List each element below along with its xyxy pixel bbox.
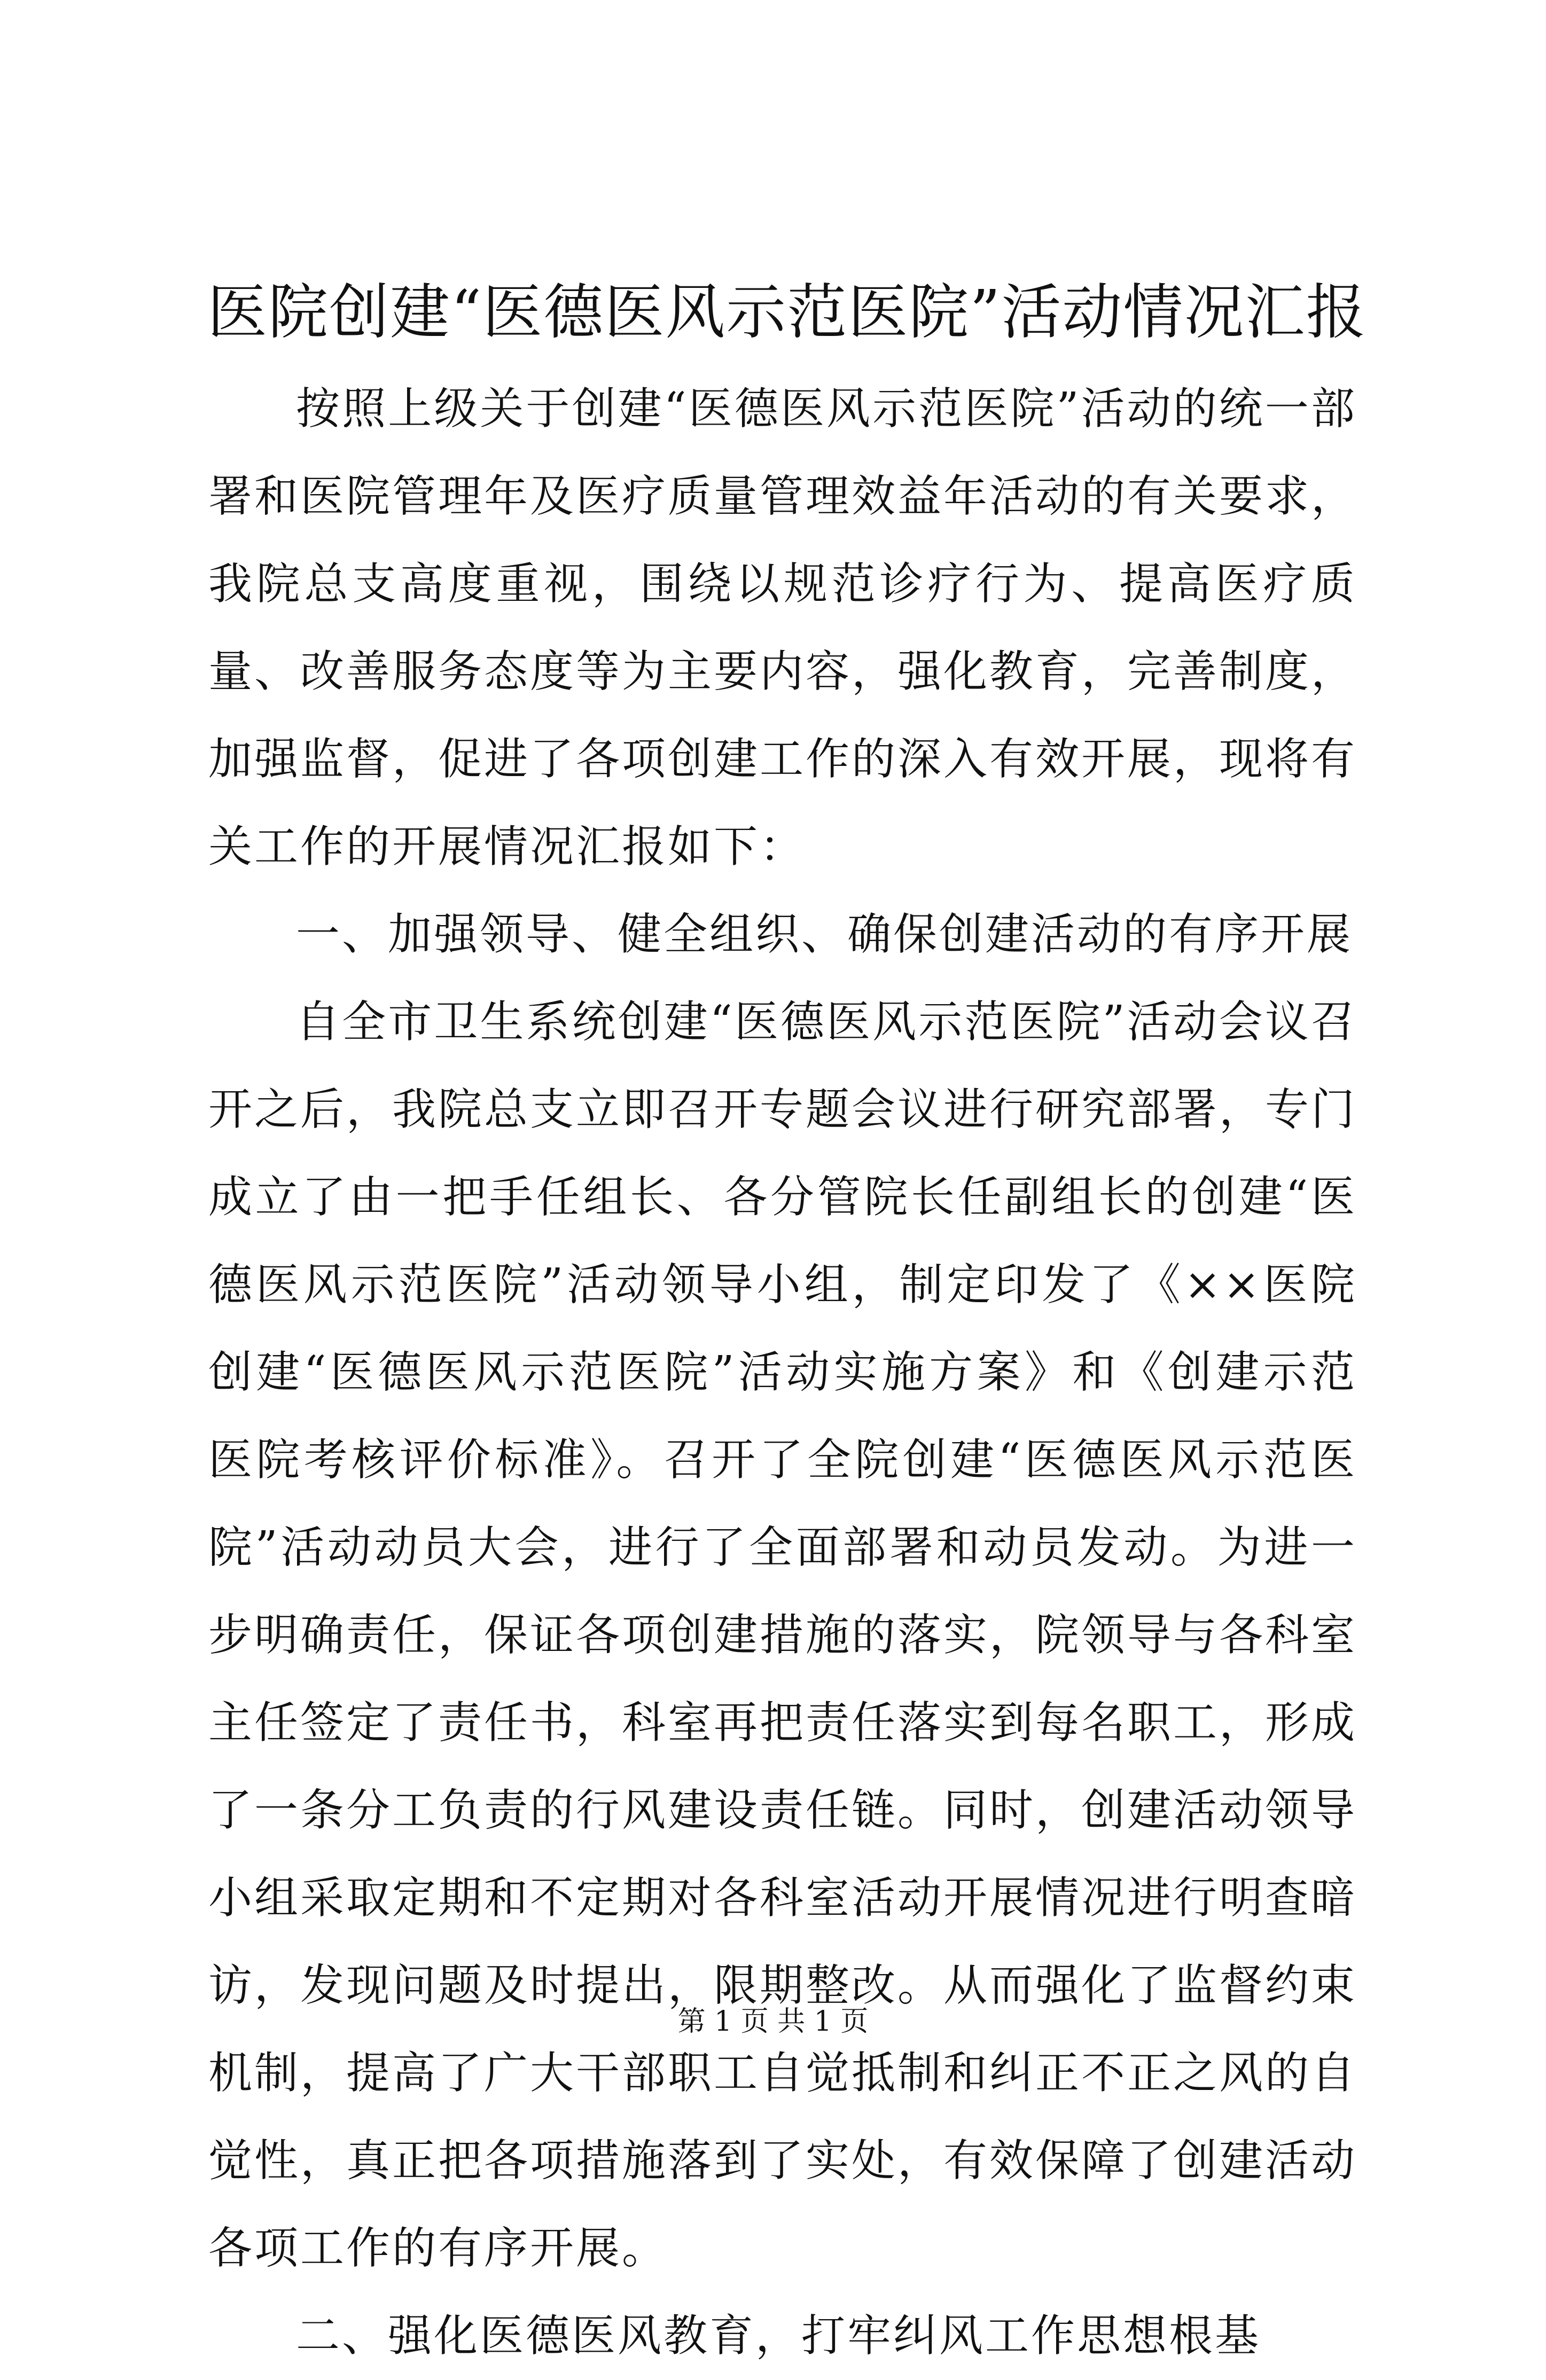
page-footer: 第 1 页 共 1 页 [677,2006,869,2038]
section-heading-2: 二、强化医德医风教育，打牢纠风工作思想根基 [296,2311,1261,2361]
document-body [208,365,1357,2380]
document-title: 医院创建“医德医风示范医院”活动情况汇报 [207,278,1367,347]
intro-paragraph: 按照上级关于创建“医德医风示范医院”活动的统一部署和医院管理年及医疗质量管理效益年活动的有关要求，我院总支高度重视，围绕以规范诊疗行为、提高医疗质量、改善服务态度等为主要内容，强化教育，完善制度，加强监督，促进了各项创建工作的深入有效开展，现将有关工作的开展情况汇报如下： [208,383,1357,872]
section-1-paragraph: 自全市卫生系统创建“医德医风示范医院”活动会议召开之后，我院总支立即召开专题会议进行研究部署，专门成立了由一把手任组长、各分管院长任副组长的创建“医德医风示范医院”活动领导小组，制定印发了《××医院创建“医德医风示范医院”活动实施方案》和《创建示范医院考核评价标准》。召开了全院创建“医德医风示范医院”活动动员大会，进行了全面部署和动员发动。为进一步明确责任，保证各项创建措施的落实，院领导与各科室主任签定了责任书，科室再把责任落实到每名职工，形成了一条分工负责的行风建设责任链。同时，创建活动领导小组采取定期和不定期对各科室活动开展情况进行明查暗访，发现问题及时提出，限期整改。从而强化了监督约束机制，提高了广大干部职工自觉抵制和纠正不正之风的自觉性，真正把各项措施落到了实处，有效保障了创建活动各项工作的有序开展。 [208,997,1357,2274]
section-heading-1: 一、加强领导、健全组织、确保创建活动的有序开展 [296,909,1353,960]
